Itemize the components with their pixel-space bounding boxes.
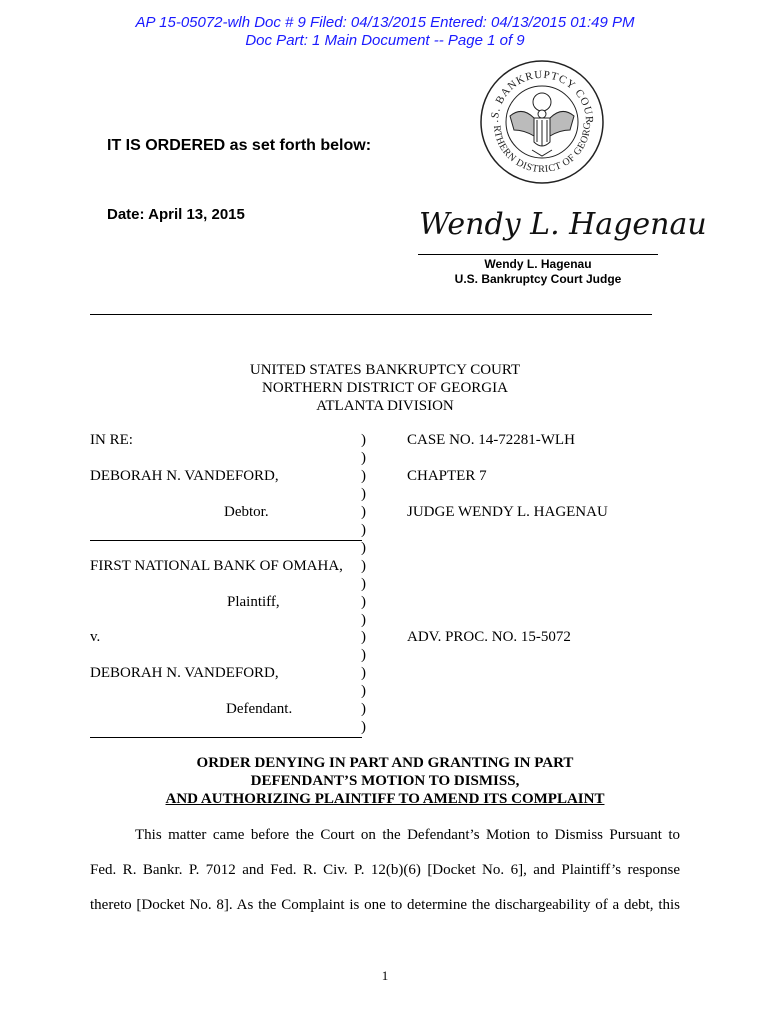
caption-debtor-role: Debtor. xyxy=(224,504,269,520)
order-title-line-3-text: AND AUTHORIZING PLAINTIFF TO AMEND ITS COMPLAINT xyxy=(165,791,605,807)
judge-name: Wendy L. Hagenau xyxy=(484,257,592,271)
case-number: CASE NO. 14-72281-WLH xyxy=(407,432,575,448)
caption-divider xyxy=(90,540,362,541)
seal-bottom-text: RTHERN DISTRICT OF GEORG xyxy=(490,121,594,176)
caption-paren: ) xyxy=(361,594,366,610)
order-title-line-1: ORDER DENYING IN PART AND GRANTING IN PART xyxy=(196,755,574,771)
caption-plaintiff-role: Plaintiff, xyxy=(227,594,280,610)
docket-stamp-line-1: AP 15-05072-wlh Doc # 9 Filed: 04/13/2015 Entered: 04/13/2015 01:49 PM xyxy=(135,14,635,31)
court-seal xyxy=(478,58,606,186)
caption-paren: ) xyxy=(361,612,366,628)
judge-title: U.S. Bankruptcy Court Judge xyxy=(454,272,622,286)
caption-in-re: IN RE: xyxy=(90,432,133,448)
caption-paren: ) xyxy=(361,576,366,592)
court-district: NORTHERN DISTRICT OF GEORGIA xyxy=(262,380,508,396)
adversary-proceeding-number: ADV. PROC. NO. 15-5072 xyxy=(407,629,571,645)
caption-paren: ) xyxy=(361,504,366,520)
caption-paren: ) xyxy=(361,540,366,556)
caption-paren: ) xyxy=(361,486,366,502)
chapter: CHAPTER 7 xyxy=(407,468,487,484)
caption-paren: ) xyxy=(361,450,366,466)
caption-versus: v. xyxy=(90,629,101,645)
page-number: 1 xyxy=(381,968,389,983)
caption-paren: ) xyxy=(361,701,366,717)
signature-line xyxy=(418,254,658,255)
seal-top-text: .S. BANKRUPTCY COUR xyxy=(488,68,596,124)
caption-paren: ) xyxy=(361,683,366,699)
caption-paren: ) xyxy=(361,647,366,663)
eagle-icon xyxy=(510,93,574,156)
caption-paren: ) xyxy=(361,468,366,484)
signature-handwriting: Wendy L. Hagenau xyxy=(419,207,707,242)
caption-defendant-role: Defendant. xyxy=(226,701,293,717)
caption-paren: ) xyxy=(361,719,366,735)
assigned-judge: JUDGE WENDY L. HAGENAU xyxy=(407,504,608,520)
order-banner: IT IS ORDERED as set forth below: xyxy=(107,137,372,154)
caption-debtor-name: DEBORAH N. VANDEFORD, xyxy=(90,468,279,484)
caption-plaintiff-name: FIRST NATIONAL BANK OF OMAHA, xyxy=(90,558,343,574)
caption-paren: ) xyxy=(361,558,366,574)
order-date: Date: April 13, 2015 xyxy=(107,206,245,223)
body-line-3: thereto [Docket No. 8]. As the Complaint is one to determine the dischargeability of a debt, this xyxy=(90,897,680,913)
caption-paren: ) xyxy=(361,432,366,448)
caption-paren: ) xyxy=(361,629,366,645)
order-title-line-2: DEFENDANT’S MOTION TO DISMISS, xyxy=(250,773,520,789)
judge-signature xyxy=(415,198,707,254)
order-title-line-3 xyxy=(0,791,770,808)
caption-divider xyxy=(90,737,362,738)
body-line-1: This matter came before the Court on the Defendant’s Motion to Dismiss Pursuant to xyxy=(135,827,680,843)
caption-paren: ) xyxy=(361,522,366,538)
caption-paren: ) xyxy=(361,665,366,681)
body-line-2: Fed. R. Bankr. P. 7012 and Fed. R. Civ. P. 12(b)(6) [Docket No. 6], and Plaintiff’s response xyxy=(90,862,680,878)
caption-defendant-name: DEBORAH N. VANDEFORD, xyxy=(90,665,279,681)
horizontal-rule xyxy=(90,314,652,315)
court-name: UNITED STATES BANKRUPTCY COURT xyxy=(249,362,521,378)
court-division: ATLANTA DIVISION xyxy=(316,398,454,414)
docket-stamp-line-2: Doc Part: 1 Main Document -- Page 1 of 9 xyxy=(245,32,525,49)
